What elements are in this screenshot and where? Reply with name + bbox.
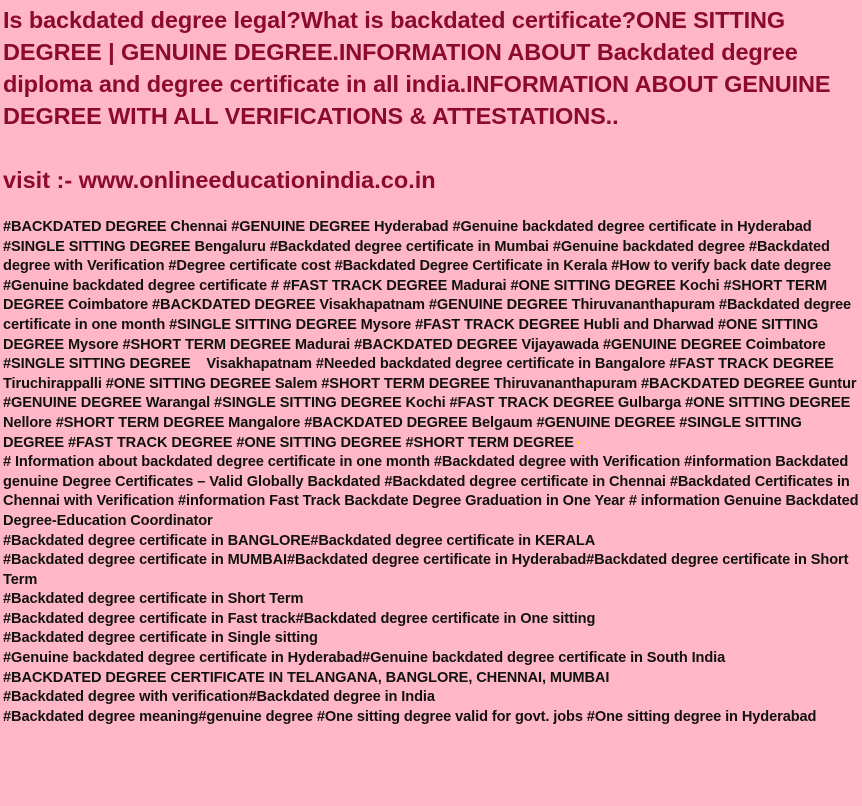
body-paragraph: #Backdated degree meaning#genuine degree #One sitting degree valid for govt. jobs #One sitting degree in Hyderabad <box>3 708 817 725</box>
visit-website-line: visit :- www.onlineeducationindia.co.in <box>3 167 436 193</box>
body-paragraph: #Backdated degree certificate in BANGLORE#Backdated degree certificate in KERALA <box>3 532 596 549</box>
body-paragraph: # Information about backdated degree certificate in one month #Backdated degree with Verification #information Backdated genuine Degree Certificates – Valid Globally Backdated #Backdated degree certificate in Chennai #Backdated Certificates in Chennai with Verification #information Fast Track Backdate Degree Graduation in One Year # information Genuine Backdated Degree-Education Coordinator <box>3 454 859 529</box>
body-paragraph: #Backdated degree certificate in Short Term <box>3 591 304 608</box>
body-paragraph: #Backdated degree with verification#Backdated degree in India <box>3 689 435 706</box>
page-headline: Is backdated degree legal?What is backdated certificate?ONE SITTING DEGREE | GENUINE DEGREE.INFORMATION ABOUT Backdated degree diploma and degree certificate in all india.INFORMATION ABOUT GENUINE DEGREE WITH ALL VERIFICATIONS & ATTESTATIONS.. <box>3 7 831 129</box>
body-paragraph: #Backdated degree certificate in Single sitting <box>3 630 318 647</box>
body-paragraph: #Backdated degree certificate in Fast track#Backdated degree certificate in One sitting <box>3 610 596 627</box>
body-paragraph: #Backdated degree certificate in MUMBAI#Backdated degree certificate in Hyderabad#Backdated degree certificate in Short Term <box>3 552 849 588</box>
hashtag-body <box>3 218 859 727</box>
body-paragraph: #BACKDATED DEGREE Chennai #GENUINE DEGREE Hyderabad #Genuine backdated degree certificate in Hyderabad #SINGLE SITTING DEGREE Bengaluru #Backdated degree certificate in Mumbai #Genuine backdated degree #Backdated degree with Verification #Degree certificate cost #Backdated Degree Certificate in Kerala #How to verify back date degree #Genuine backdated degree certificate # #FAST TRACK DEGREE Madurai #ONE SITTING DEGREE Kochi #SHORT TERM DEGREE Coimbatore #BACKDATED DEGREE Visakhapatnam #GENUINE DEGREE Thiruvananthapuram #Backdated degree certificate in one month #SINGLE SITTING DEGREE Mysore #FAST TRACK DEGREE Hubli and Dharwad #ONE SITTING DEGREE Mysore #SHORT TERM DEGREE Madurai #BACKDATED DEGREE Vijayawada #GENUINE DEGREE Coimbatore #SINGLE SITTING DEGREE Visakhapatnam #Needed backdated degree certificate in Bangalore #FAST TRACK DEGREE Tiruchirappalli #ONE SITTING DEGREE Salem #SHORT TERM DEGREE Thiruvananthapuram #BACKDATED DEGREE Guntur #GENUINE DEGREE Warangal #SINGLE SITTING DEGREE Kochi #FAST TRACK DEGREE Gulbarga #ONE SITTING DEGREE Nellore #SHORT TERM DEGREE Mangalore #BACKDATED DEGREE Belgaum #GENUINE DEGREE #SINGLE SITTING DEGREE #FAST TRACK DEGREE #ONE SITTING DEGREE #SHORT TERM DEGREE <box>3 219 861 451</box>
body-paragraph: #BACKDATED DEGREE CERTIFICATE IN TELANGANA, BANGLORE, CHENNAI, MUMBAI <box>3 669 610 686</box>
body-paragraph: #Genuine backdated degree certificate in Hyderabad#Genuine backdated degree certificate in South India <box>3 650 726 667</box>
cursor-dot <box>577 441 580 444</box>
